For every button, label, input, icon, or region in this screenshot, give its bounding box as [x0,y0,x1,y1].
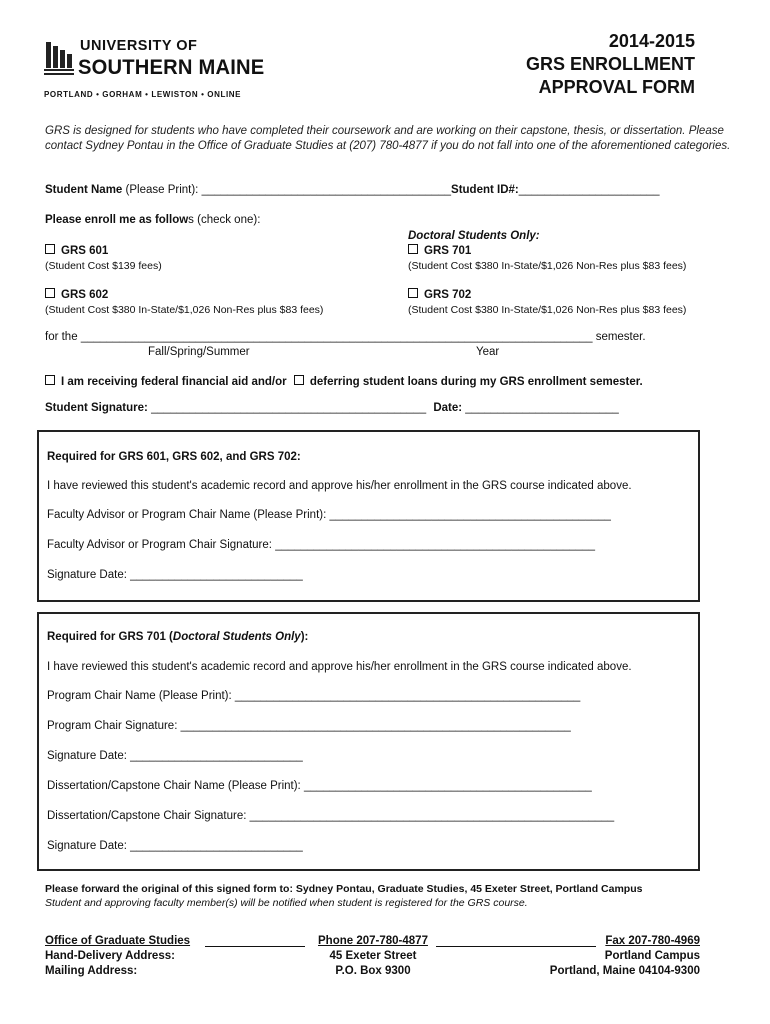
signature-date-field[interactable]: ___________________________ [130,840,303,852]
enroll-prompt-bold: Please enroll me as follow [45,214,189,226]
box1-field-date [47,569,303,581]
field-label: Signature Date: [47,750,127,762]
aid-text-1: I am receiving federal financial aid and/or [61,376,287,388]
student-name-row [45,184,659,196]
student-id-field[interactable]: ______________________ [518,184,660,196]
footer-right [550,934,700,979]
student-signature-row [45,402,619,414]
semester-for-label: for the [45,331,78,343]
box2-heading [47,631,308,643]
logo-campuses: PORTLAND • GORHAM • LEWISTON • ONLINE [44,90,242,99]
option-cost: (Student Cost $380 In-State/$1,026 Non-Res plus $83 fees) [408,304,687,316]
footer-left [45,934,205,979]
program-chair-signature-field[interactable]: _____________________________________________________________ [180,720,571,732]
approval-box-701 [37,612,700,871]
student-signature-label: Student Signature: [45,402,148,414]
dissertation-chair-name-field[interactable]: _____________________________________________ [303,780,592,792]
footer-street: 45 Exeter Street [329,950,417,962]
box2-field-date-1 [47,750,303,762]
heading-pre: Required for GRS 701 ( [47,631,173,643]
faculty-signature-field[interactable]: __________________________________________________ [275,539,595,551]
field-label: Dissertation/Capstone Chair Name (Please Print): [47,780,301,792]
footer-phone: Phone 207-780-4877 [318,935,428,947]
footer-campus: Portland Campus [604,950,700,962]
footer-center [310,934,436,979]
doctoral-heading: Doctoral Students Only: [408,230,540,242]
box2-field-date-2 [47,840,303,852]
option-grs-602[interactable] [45,288,108,301]
aid-text-2: deferring student loans during my GRS enrollment semester. [309,376,643,388]
student-signature-field[interactable]: ___________________________________________ [151,402,427,414]
university-logo-icon [44,40,74,76]
title-line-2: APPROVAL FORM [538,77,695,97]
checkbox-icon[interactable] [294,375,304,385]
student-name-field[interactable]: _______________________________________ [201,184,452,196]
faculty-name-field[interactable]: ____________________________________________ [329,509,611,521]
box2-statement: I have reviewed this student's academic record and approve his/her enrollment in the GRS course indicated above. [47,661,632,673]
box1-field-name [47,509,611,521]
option-cost: (Student Cost $139 fees) [45,260,162,272]
enroll-prompt-rest: s (check one): [188,214,261,226]
box2-field-chair-signature [47,720,571,732]
signature-date-field[interactable]: ________________________ [465,402,619,414]
logo-line-1: UNIVERSITY OF [80,38,198,54]
field-label: Signature Date: [47,569,127,581]
enroll-prompt [45,214,260,226]
field-label: Dissertation/Capstone Chair Signature: [47,810,247,822]
checkbox-icon[interactable] [45,244,55,254]
option-code: GRS 701 [424,245,472,257]
checkbox-icon[interactable] [45,375,55,385]
forward-instructions: Please forward the original of this signed form to: Sydney Pontau, Graduate Studies, 45 Exeter Street, Portland Campus [45,883,643,895]
student-id-label: Student ID#: [451,184,519,196]
box1-heading: Required for GRS 601, GRS 602, and GRS 702: [47,451,301,463]
heading-italic: Doctoral Students Only [172,631,301,643]
option-code: GRS 601 [61,245,109,257]
semester-field[interactable]: ________________________________________________________________________________ [80,331,593,343]
option-code: GRS 602 [61,289,109,301]
faculty-date-field[interactable]: ___________________________ [130,569,303,581]
title-year: 2014-2015 [608,31,695,51]
semester-row [45,331,646,343]
option-grs-601[interactable] [45,244,108,257]
dissertation-chair-signature-field[interactable]: _________________________________________________________ [249,810,615,822]
checkbox-icon[interactable] [45,288,55,298]
program-chair-name-field[interactable]: ______________________________________________________ [234,690,581,702]
field-label: Program Chair Name (Please Print): [47,690,232,702]
footer-city: Portland, Maine 04104-9300 [549,965,700,977]
option-cost: (Student Cost $380 In-State/$1,026 Non-Res plus $83 fees) [408,260,687,272]
field-label: Program Chair Signature: [47,720,178,732]
field-label: Signature Date: [47,840,127,852]
field-label: Faculty Advisor or Program Chair Name (Please Print): [47,509,327,521]
forward-note: Student and approving faculty member(s) will be notified when student is registered for the GRS course. [45,897,528,909]
field-label: Faculty Advisor or Program Chair Signature: [47,539,272,551]
footer-hand-delivery: Hand-Delivery Address: [45,950,175,962]
option-grs-702[interactable] [408,288,471,301]
signature-date-label: Date: [433,402,463,414]
footer-office: Office of Graduate Studies [45,935,191,947]
checkbox-icon[interactable] [408,244,418,254]
footer-fax: Fax 207-780-4969 [605,935,700,947]
footer-underline [205,946,305,947]
box2-field-chair-name [47,690,580,702]
semester-sub-year: Year [476,346,500,358]
title-line-1: GRS ENROLLMENT [526,54,695,74]
checkbox-icon[interactable] [408,288,418,298]
form-title [526,30,695,99]
box2-field-diss-signature [47,810,614,822]
usm-logo [44,36,264,100]
logo-line-2: SOUTHERN MAINE [78,56,265,79]
student-name-label-rest: (Please Print): [122,184,199,196]
heading-post: ): [300,631,309,643]
intro-text: GRS is designed for students who have completed their coursework and are working on their capstone, thesis, or dissertation. Please contact Sydney Pontau in the Office of Graduate Studies at (207) 780-4877 if you do not fall into one of the aforementioned categories. [45,125,731,152]
box2-field-diss-name [47,780,592,792]
semester-label: semester. [595,331,646,343]
box1-field-signature [47,539,595,551]
box1-statement: I have reviewed this student's academic record and approve his/her enrollment in the GRS course indicated above. [47,480,632,492]
footer-po-box: P.O. Box 9300 [335,965,411,977]
semester-sub-term: Fall/Spring/Summer [148,346,250,358]
option-code: GRS 702 [424,289,472,301]
option-cost: (Student Cost $380 In-State/$1,026 Non-Res plus $83 fees) [45,304,324,316]
student-name-label: Student Name [45,184,123,196]
option-grs-701[interactable] [408,244,471,257]
signature-date-field[interactable]: ___________________________ [130,750,303,762]
financial-aid-row [45,375,643,388]
footer-mailing: Mailing Address: [45,965,138,977]
